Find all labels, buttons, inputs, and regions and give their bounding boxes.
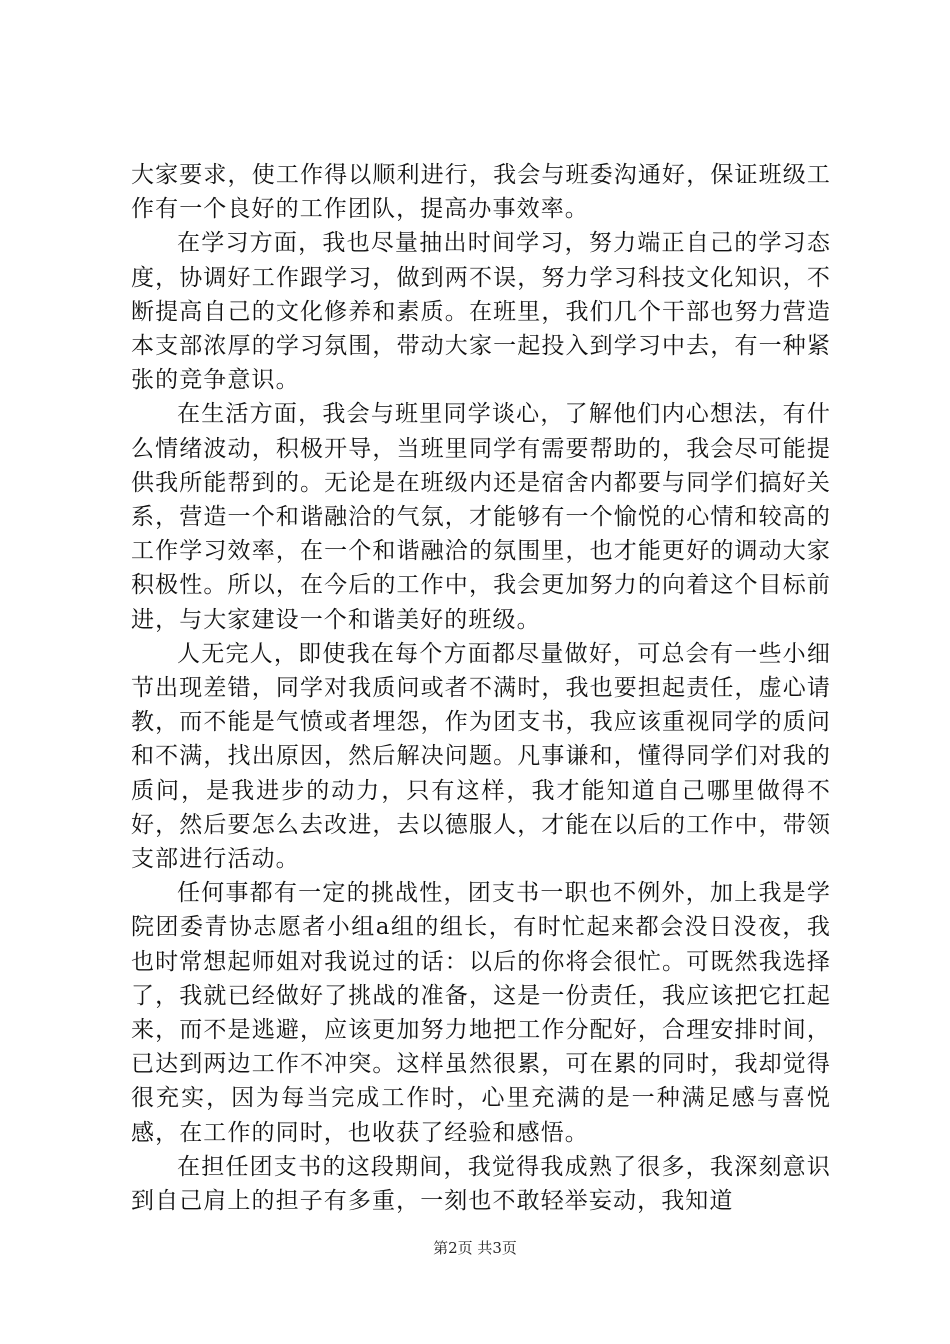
document-body [131,158,831,1218]
page-footer: 第2页 共3页 [433,1239,517,1257]
paragraph-challenge: 任何事都有一定的挑战性，团支书一职也不例外，加上我是学院团委青协志愿者小组a组的组长，有时忙起来都会没日没夜，我也时常想起师姐对我说过的话：以后的你将会很忙。可既然我选择了，我就已经做好了挑战的准备，这是一份责任，我应该把它扛起来，而不是逃避，应该更加努力地把工作分配好，合理安排时间，已达到两边工作不冲突。这样虽然很累，可在累的同时，我却觉得很充实，因为每当完成工作时，心里充满的是一种满足感与喜悦感，在工作的同时，也收获了经验和感悟。 [131,880,831,1146]
paragraph-continuation: 大家要求，使工作得以顺利进行，我会与班委沟通好，保证班级工作有一个良好的工作团队，提高办事效率。 [131,162,831,223]
paragraph-growth: 在担任团支书的这段期间，我觉得我成熟了很多，我深刻意识到自己肩上的担子有多重，一刻也不敢轻举妄动，我知道 [131,1153,831,1215]
paragraph-imperfection: 人无完人，即使我在每个方面都尽量做好，可总会有一些小细节出现差错，同学对我质问或者不满时，我也要担起责任，虚心请教，而不能是气愤或者埋怨，作为团支书，我应该重视同学的质问和不满，找出原因，然后解决问题。凡事谦和，懂得同学们对我的质问，是我进步的动力，只有这样，我才能知道自己哪里做得不好，然后要怎么去改进，去以德服人，才能在以后的工作中，带领支部进行活动。 [131,640,831,873]
paragraph-study: 在学习方面，我也尽量抽出时间学习，努力端正自己的学习态度，协调好工作跟学习，做到两不误，努力学习科技文化知识，不断提高自己的文化修养和素质。在班里，我们几个干部也努力营造本支部浓厚的学习氛围，带动大家一起投入到学习中去，有一种紧张的竞争意识。 [131,230,831,394]
paragraph-life: 在生活方面，我会与班里同学谈心，了解他们内心想法，有什么情绪波动，积极开导，当班里同学有需要帮助的，我会尽可能提供我所能帮到的。无论是在班级内还是宿舍内都要与同学们搞好关系，营造一个和谐融洽的气氛，才能够有一个愉悦的心情和较高的工作学习效率，在一个和谐融洽的氛围里，也才能更好的调动大家积极性。所以，在今后的工作中，我会更加努力的向着这个目标前进，与大家建设一个和谐美好的班级。 [131,401,831,633]
